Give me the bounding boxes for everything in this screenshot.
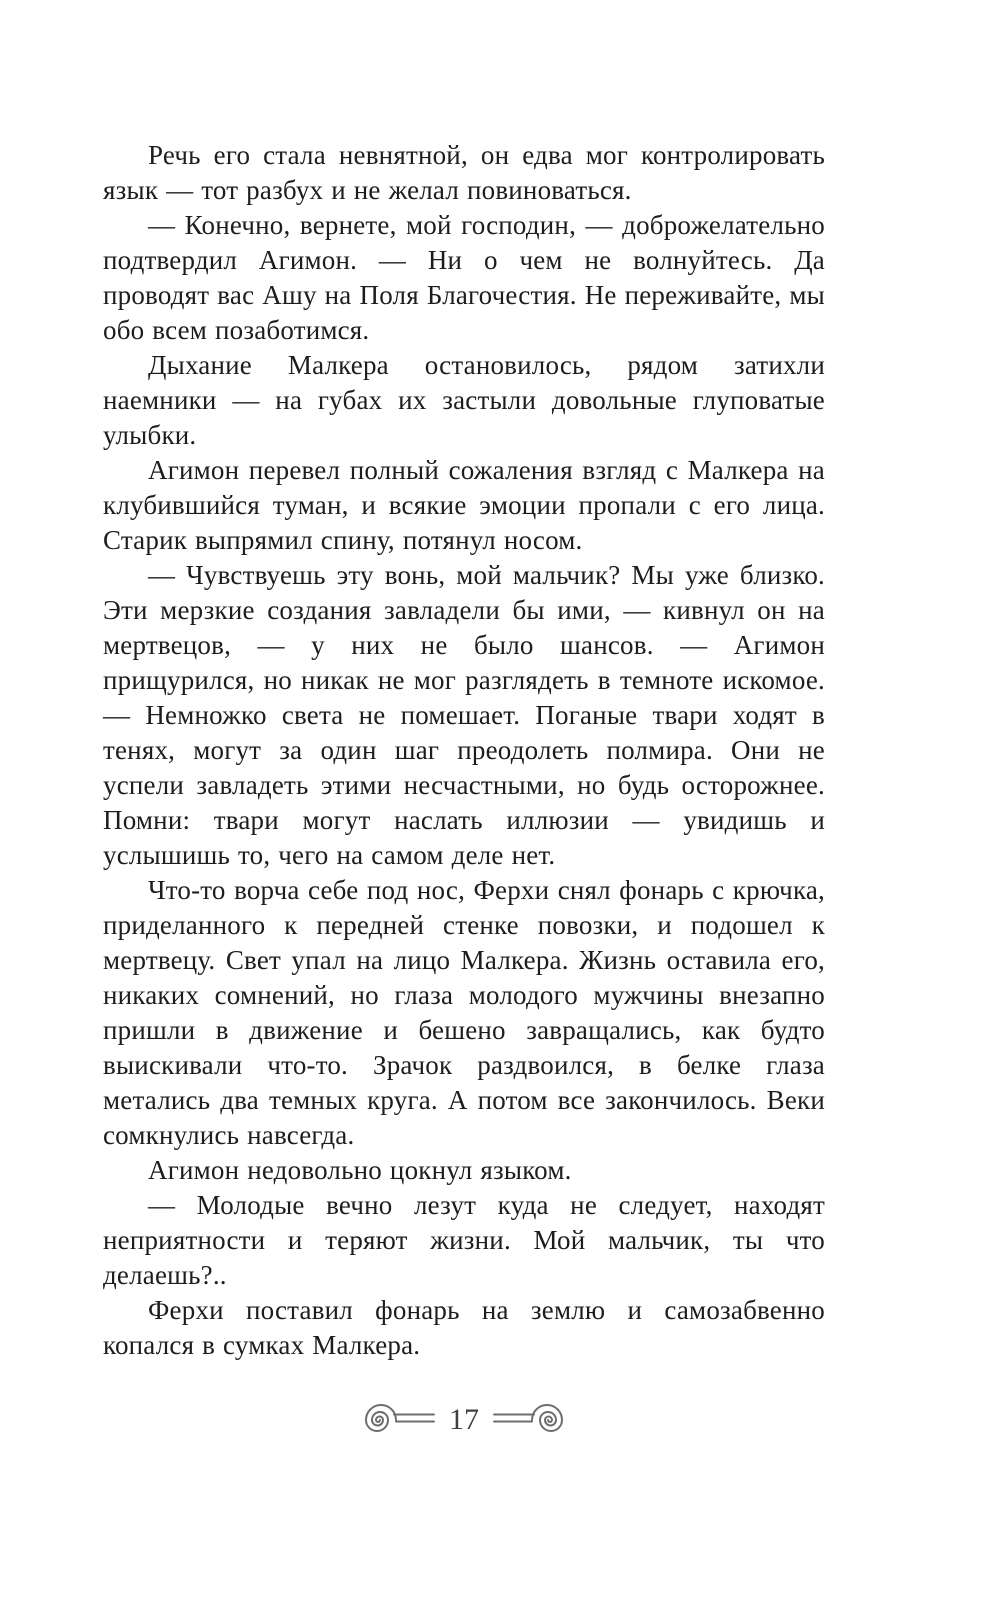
spiral-ornament-left-icon	[363, 1402, 435, 1438]
paragraph: — Молодые вечно лезут куда не следует, находят неприятности и теряют жизни. Мой мальчик, ты что делаешь?..	[103, 1190, 825, 1290]
paragraph: Агимон перевел полный сожаления взгляд с Малкера на клубившийся туман, и всякие эмоции пропали с его лица. Старик выпрямил спину, потянул носом.	[103, 455, 825, 555]
spiral-ornament-right-icon	[493, 1402, 565, 1438]
page-footer	[103, 1402, 825, 1438]
paragraph: Что-то ворча себе под нос, Ферхи снял фонарь с крючка, приделанного к передней стенке повозки, и подошел к мертвецу. Свет упал на лицо Малкера. Жизнь оставила его, никаких сомнений, но глаза молодого мужчины внезапно пришли в движение и бешено завращались, как будто выискивали что-то. Зрачок раздвоился, в белке глаза метались два темных круга. А потом все закончилось. Веки сомкнулись навсегда.	[103, 875, 825, 1150]
paragraph: — Чувствуешь эту вонь, мой мальчик? Мы уже близко. Эти мерзкие создания завладели бы ими, — кивнул он на мертвецов, — у них не было шансов. — Агимон прищурился, но никак не мог разглядеть в темноте искомое. — Немножко света не помешает. Поганые твари ходят в тенях, могут за один шаг преодолеть полмира. Они не успели завладеть этими несчастными, но будь осторожнее. Помни: твари могут наслать иллюзии — увидишь и услышишь то, чего на самом деле нет.	[103, 560, 825, 870]
paragraph: Агимон недовольно цокнул языком.	[148, 1155, 572, 1185]
paragraph: — Конечно, вернете, мой господин, — доброжелательно подтвердил Агимон. — Ни о чем не волнуйтесь. Да проводят вас Ашу на Поля Благочестия. Не переживайте, мы обо всем позаботимся.	[103, 210, 825, 345]
text-block	[103, 138, 825, 1363]
paragraph: Речь его стала невнятной, он едва мог контролировать язык — тот разбух и не желал повиноваться.	[103, 140, 825, 205]
paragraph: Ферхи поставил фонарь на землю и самозабвенно копался в сумках Малкера.	[103, 1295, 825, 1360]
paragraph: Дыхание Малкера остановилось, рядом затихли наемники — на губах их застыли довольные глуповатые улыбки.	[103, 350, 825, 450]
page-number: 17	[449, 1403, 479, 1436]
